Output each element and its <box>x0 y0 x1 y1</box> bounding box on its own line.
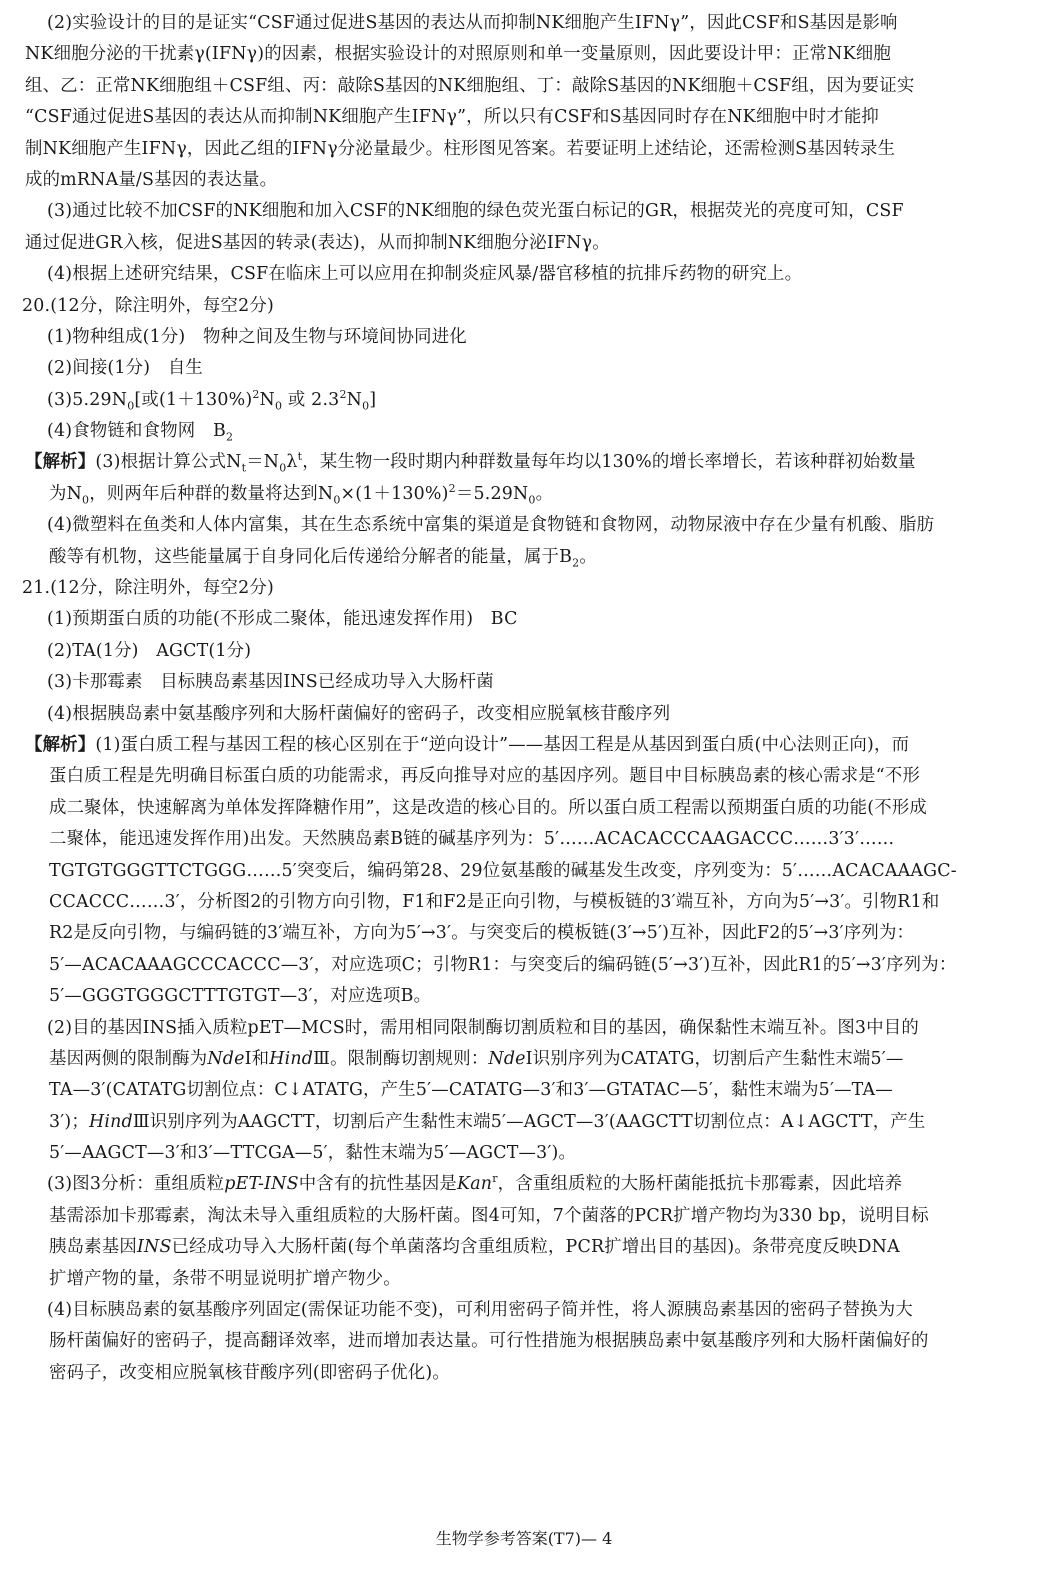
analysis-line: 肠杆菌偏好的密码子，提高翻译效率，进而增加表达量。可行性措施为根据胰岛素中氨基酸序列和大肠杆菌偏好的 <box>49 1331 929 1352</box>
text-line: 成的mRNA量/S基因的表达量。 <box>25 169 278 190</box>
text-line: NK细胞分泌的干扰素γ(IFNγ)的因素，根据实验设计的对照原则和单一变量原则，因此要设计甲：正常NK细胞 <box>25 44 891 65</box>
analysis-line: 胰岛素基因INS已经成功导入大肠杆菌(每个单菌落均含重组质粒，PCR扩增出目的基因)。条带亮度反映DNA <box>49 1237 900 1258</box>
analysis-line: 成二聚体，快速解离为单体发挥降糖作用”，这是改造的核心目的。所以蛋白质工程需以预期蛋白质的功能(不形成 <box>49 797 928 818</box>
analysis-label: 【解析】 <box>25 734 96 755</box>
answer-line: (1)物种组成(1分) 物种之间及生物与环境间协同进化 <box>47 326 467 347</box>
analysis-line: 5′—ACACAAAGCCCACCC—3′，对应选项C；引物R1：与突变后的编码链(5′→3′)互补，因此R1的5′→3′序列为： <box>49 954 957 975</box>
analysis-line: (2)目的基因INS插入质粒pET—MCS时，需用相同限制酶切割质粒和目的基因，确保黏性末端互补。图3中目的 <box>47 1017 919 1038</box>
analysis-line: TGTGTGGGTTCTGGG……5′突变后，编码第28、29位氨基酸的碱基发生改变，序列变为：5′……ACACAAAGC- <box>49 860 957 881</box>
analysis-line: CCACCC……3′，分析图2的引物方向引物，F1和F2是正向引物，与模板链的3′端互补，方向为5′→3′。引物R1和 <box>49 891 940 912</box>
text-line: (4)根据上述研究结果，CSF在临床上可以应用在抑制炎症风暴/器官移植的抗排斥药物的研究上。 <box>47 264 803 285</box>
question-20-header: 20.(12分，除注明外，每空2分) <box>22 295 274 316</box>
page-footer: 生物学参考答案(T7)— 4 <box>435 1529 613 1548</box>
text-line: (2)实验设计的目的是证实“CSF通过促进S基因的表达从而抑制NK细胞产生IFNγ”，因此CSF和S基因是影响 <box>47 13 898 33</box>
answer-line: (2)TA(1分) AGCT(1分) <box>47 640 252 661</box>
analysis-line: 蛋白质工程是先明确目标蛋白质的功能需求，再反向推导对应的基因序列。题目中目标胰岛素的核心需求是“不形 <box>49 766 921 787</box>
answer-line: (2)间接(1分) 自生 <box>47 358 204 379</box>
answer-line: (4)食物链和食物网 $B_2$ <box>47 421 234 444</box>
text-line: 制NK细胞产生IFNγ，因此乙组的IFNγ分泌量最少。柱形图见答案。若要证明上述结论，还需检测S基因转录生 <box>25 138 896 159</box>
answer-line: (1)预期蛋白质的功能(不形成二聚体，能迅速发挥作用) BC <box>47 609 518 630</box>
analysis-line: 【解析】(3)根据计算公式$N_t=N_0\lambda^t$，某生物一段时期内种群数量每年均以130%的增长率增长，若该种群初始数量 <box>25 450 916 475</box>
text-line: (3)通过比较不加CSF的NK细胞和加入CSF的NK细胞的绿色荧光蛋白标记的GR，根据荧光的亮度可知，CSF <box>47 201 904 222</box>
analysis-line: 酸等有机物，这些能量属于自身同化后传递给分解者的能量，属于$B_2$。 <box>49 546 597 570</box>
analysis-line: 基需添加卡那霉素，淘汰未导入重组质粒的大肠杆菌。图4可知，7个菌落的PCR扩增产物均为330 bp，说明目标 <box>49 1205 929 1226</box>
analysis-line: TA—3′(CATATG切割位点：C↓ATATG，产生5′—CATATG—3′和3′—GTATAC—5′，黏性末端为5′—TA— <box>49 1080 893 1101</box>
question-21-header: 21.(12分，除注明外，每空2分) <box>22 578 274 599</box>
answer-line: (3)卡那霉素 目标胰岛素基因INS已经成功导入大肠杆菌 <box>47 672 494 693</box>
analysis-line: 【解析】(1)蛋白质工程与基因工程的核心区别在于“逆向设计”——基因工程是从基因到蛋白质(中心法则正向)，而 <box>25 734 910 755</box>
analysis-line: 二聚体，能迅速发挥作用)出发。天然胰岛素B链的碱基序列为：5′……ACACACCCAAGACCC……3′3′…… <box>49 829 895 850</box>
analysis-line: (4)目标胰岛素的氨基酸序列固定(需保证功能不变)，可利用密码子简并性，将人源胰岛素基因的密码子替换为大 <box>47 1300 913 1321</box>
analysis-line: 5′—GGGTGGGCTTTGTGT—3′，对应选项B。 <box>49 986 432 1007</box>
analysis-line: (4)微塑料在鱼类和人体内富集，其在生态系统中富集的渠道是食物链和食物网，动物尿液中存在少量有机酸、脂肪 <box>47 515 935 536</box>
analysis-line: 3′)；HindⅢ识别序列为AAGCTT，切割后产生黏性末端5′—AGCT—3′(AAGCTT切割位点：A↓AGCTT，产生 <box>49 1111 926 1132</box>
answer-line: $(3)5.29N_0$[或$(1+130\%)^2N_0$ 或 $2.3^2N_0$] <box>47 387 377 413</box>
analysis-line: (3)图3分析：重组质粒pET-INS中含有的抗性基因是Kan$^r$，含重组质粒的大肠杆菌能抵抗卡那霉素，因此培养 <box>47 1172 903 1195</box>
answer-line: (4)根据胰岛素中氨基酸序列和大肠杆菌偏好的密码子，改变相应脱氧核苷酸序列 <box>47 703 671 724</box>
analysis-line: R2是反向引物，与编码链的3′端互补，方向为5′→3′。与突变后的模板链(3′→5′)互补，因此F2的5′→3′序列为： <box>49 923 915 944</box>
text-line: 组、乙：正常NK细胞组＋CSF组、丙：敲除S基因的NK细胞组、丁：敲除S基因的NK细胞＋CSF组，因为要证实 <box>25 75 915 96</box>
analysis-line: 扩增产物的量，条带不明显说明扩增产物少。 <box>49 1268 401 1289</box>
analysis-line: 5′—AAGCT—3′和3′—TTCGA—5′，黏性末端为5′—AGCT—3′)。 <box>49 1143 577 1164</box>
text-line: 通过促进GR入核，促进S基因的转录(表达)，从而抑制NK细胞分泌IFNγ。 <box>25 232 610 253</box>
analysis-line: 基因两侧的限制酶为NdeⅠ和HindⅢ。限制酶切割规则：NdeⅠ识别序列为CATATG，切割后产生黏性末端5′— <box>49 1048 904 1069</box>
analysis-line: 为$N_0$，则两年后种群的数量将达到$N_0\times(1+130\%)^2=5.29N_0$。 <box>49 482 554 507</box>
text-line: “CSF通过促进S基因的表达从而抑制NK细胞产生IFNγ”，所以只有CSF和S基因同时存在NK细胞中时才能抑 <box>25 107 880 128</box>
analysis-label: 【解析】 <box>25 452 96 473</box>
analysis-line: 密码子，改变相应脱氧核苷酸序列(即密码子优化)。 <box>49 1362 450 1383</box>
